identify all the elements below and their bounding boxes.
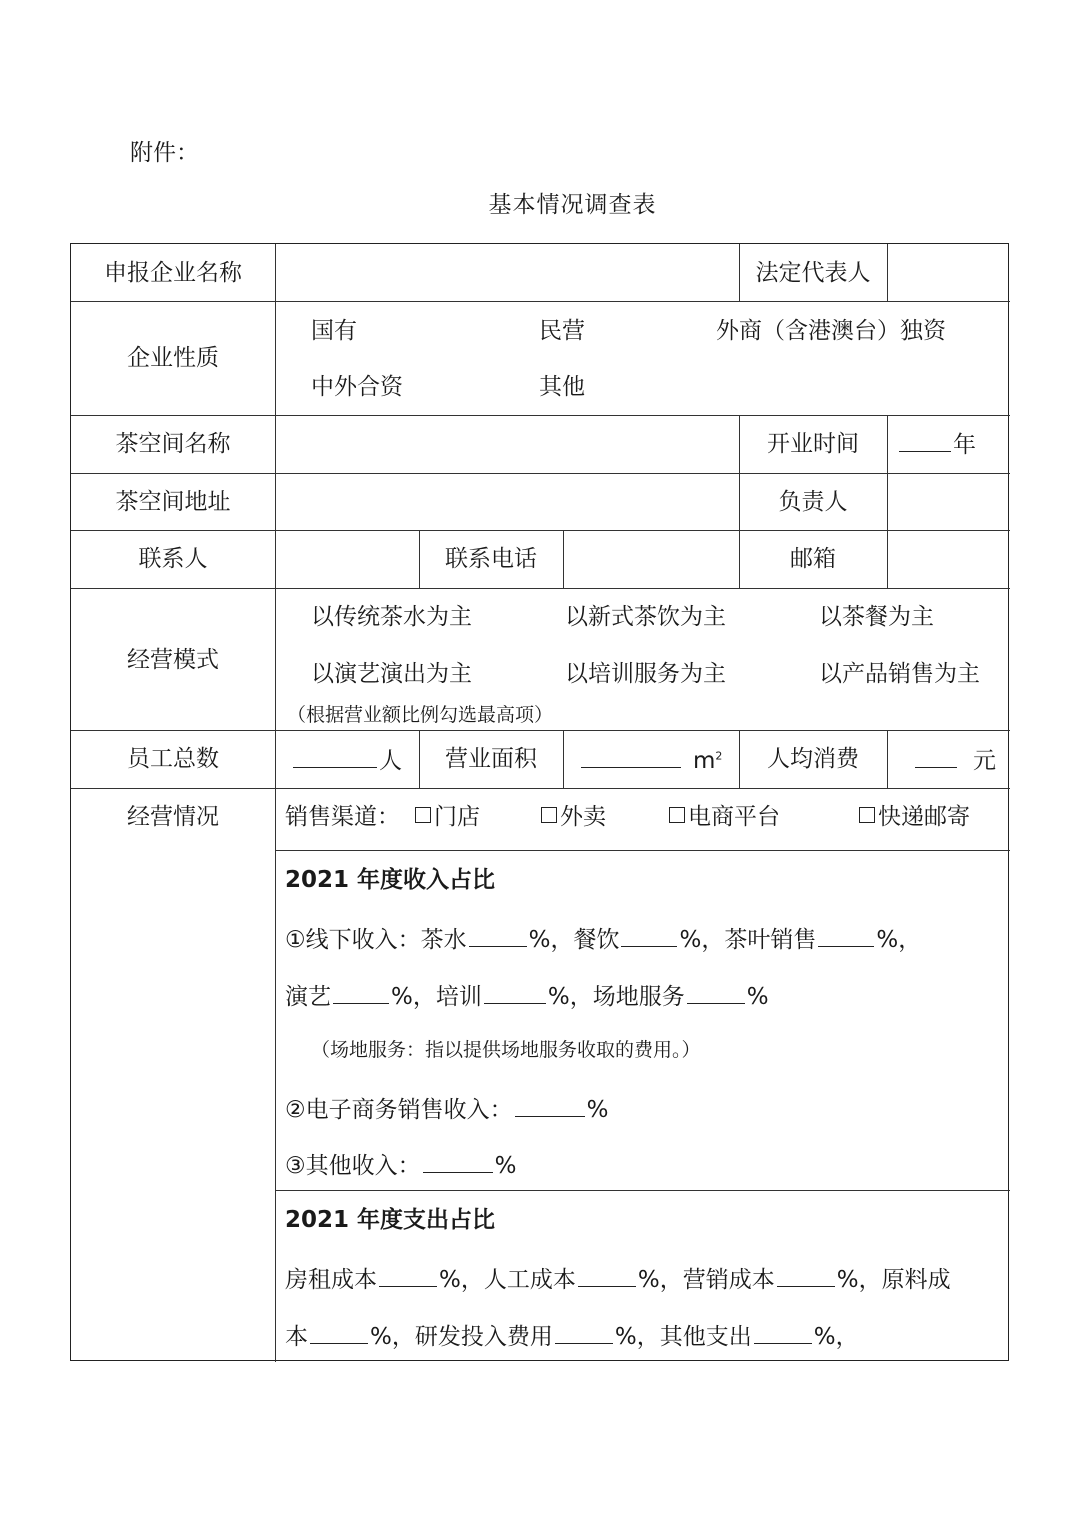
training-pct-field[interactable] <box>484 983 546 1004</box>
nature-option[interactable]: 民营 <box>539 318 585 344</box>
checkbox-icon <box>859 807 875 823</box>
mode-option[interactable]: 以演艺演出为主 <box>311 661 472 687</box>
channel-option-label: 快递邮寄 <box>878 804 970 830</box>
venue-note: （场地服务：指以提供场地服务收取的费用。） <box>311 1039 701 1061</box>
form-title: 基本情况调查表 <box>488 192 657 218</box>
other-income-pct-field[interactable] <box>423 1152 493 1173</box>
other-expense-pct-field[interactable] <box>754 1323 812 1344</box>
survey-table <box>70 243 1009 1361</box>
ecommerce-pct-field[interactable] <box>515 1096 585 1117</box>
space-address-label: 茶空间地址 <box>115 489 231 515</box>
nature-option[interactable]: 其他 <box>539 374 585 400</box>
venue-pct-field[interactable] <box>687 983 745 1004</box>
channel-option-label: 门店 <box>434 804 480 830</box>
staff-unit: 人 <box>379 748 402 774</box>
email-field[interactable] <box>888 531 1008 587</box>
space-name-field[interactable] <box>276 416 738 472</box>
mode-note: （根据营业额比例勾选最高项） <box>287 704 554 726</box>
rent-pct-field[interactable] <box>379 1266 437 1287</box>
nature-label: 企业性质 <box>127 345 219 371</box>
space-name-label: 茶空间名称 <box>115 431 231 457</box>
channel-checkbox-express[interactable] <box>859 806 970 829</box>
tea-sales-pct-field[interactable] <box>818 926 874 947</box>
operations-label: 经营情况 <box>127 804 219 830</box>
material-pct-field[interactable] <box>310 1323 368 1344</box>
company-name-field[interactable] <box>276 245 738 300</box>
nature-option[interactable]: 国有 <box>311 318 357 344</box>
mode-label: 经营模式 <box>127 647 219 673</box>
manager-field[interactable] <box>888 474 1008 529</box>
contact-label: 联系人 <box>138 546 208 572</box>
channel-label: 销售渠道： <box>285 804 400 830</box>
channel-checkbox-takeaway[interactable] <box>541 806 606 829</box>
mode-option[interactable]: 以产品销售为主 <box>819 661 980 687</box>
spend-unit: 元 <box>973 748 996 774</box>
offline-income-line-2: 演艺 %，培训 %，场地服务 % <box>285 984 769 1010</box>
checkbox-icon <box>415 807 431 823</box>
checkbox-icon <box>541 807 557 823</box>
legal-rep-label: 法定代表人 <box>755 260 871 286</box>
channel-option-label: 电商平台 <box>688 804 780 830</box>
legal-rep-field[interactable] <box>888 245 1008 300</box>
contact-field[interactable] <box>276 531 418 587</box>
channel-checkbox-ecommerce[interactable] <box>669 806 780 829</box>
ecommerce-income-line: ②电子商务销售收入： % <box>285 1097 609 1123</box>
performance-pct-field[interactable] <box>333 983 389 1004</box>
email-label: 邮箱 <box>790 546 836 572</box>
spend-field[interactable] <box>913 747 996 773</box>
channel-option-label: 外卖 <box>560 804 606 830</box>
tea-pct-field[interactable] <box>469 926 527 947</box>
nature-option[interactable]: 中外合资 <box>311 374 403 400</box>
area-unit: m <box>693 748 716 774</box>
open-time-label: 开业时间 <box>767 431 859 457</box>
checkbox-icon <box>669 807 685 823</box>
area-unit-sup: 2 <box>715 749 723 763</box>
mode-option[interactable]: 以新式茶饮为主 <box>565 604 726 630</box>
expense-line-2: 本 %，研发投入费用 %，其他支出 %， <box>285 1324 859 1350</box>
mode-option[interactable]: 以传统茶水为主 <box>311 604 472 630</box>
company-name-label: 申报企业名称 <box>104 260 242 286</box>
expense-line-1: 房租成本 %，人工成本 %，营销成本 %，原料成 <box>285 1267 951 1293</box>
offline-income-line: ①线下收入：茶水 %，餐饮 %，茶叶销售 %， <box>285 927 922 953</box>
expense-title: 2021 年度支出占比 <box>285 1207 496 1233</box>
area-label: 营业面积 <box>445 746 537 772</box>
year-unit: 年 <box>953 432 976 458</box>
catering-pct-field[interactable] <box>621 926 677 947</box>
channel-checkbox-store[interactable] <box>415 806 480 829</box>
open-year-field[interactable] <box>897 431 976 457</box>
phone-label: 联系电话 <box>445 546 537 572</box>
mode-option[interactable]: 以茶餐为主 <box>819 604 934 630</box>
labor-pct-field[interactable] <box>578 1266 636 1287</box>
staff-label: 员工总数 <box>127 746 219 772</box>
manager-label: 负责人 <box>778 489 848 515</box>
rnd-pct-field[interactable] <box>555 1323 613 1344</box>
phone-field[interactable] <box>564 531 738 587</box>
mode-option[interactable]: 以培训服务为主 <box>565 661 726 687</box>
nature-option[interactable]: 外商（含港澳台）独资 <box>716 318 946 344</box>
marketing-pct-field[interactable] <box>777 1266 835 1287</box>
other-income-line: ③其他收入： % <box>285 1153 517 1179</box>
staff-field[interactable] <box>291 747 402 773</box>
spend-label: 人均消费 <box>767 746 859 772</box>
space-address-field[interactable] <box>276 474 738 529</box>
area-field[interactable] <box>579 747 722 773</box>
attachment-label: 附件： <box>130 140 199 166</box>
income-title: 2021 年度收入占比 <box>285 867 496 893</box>
